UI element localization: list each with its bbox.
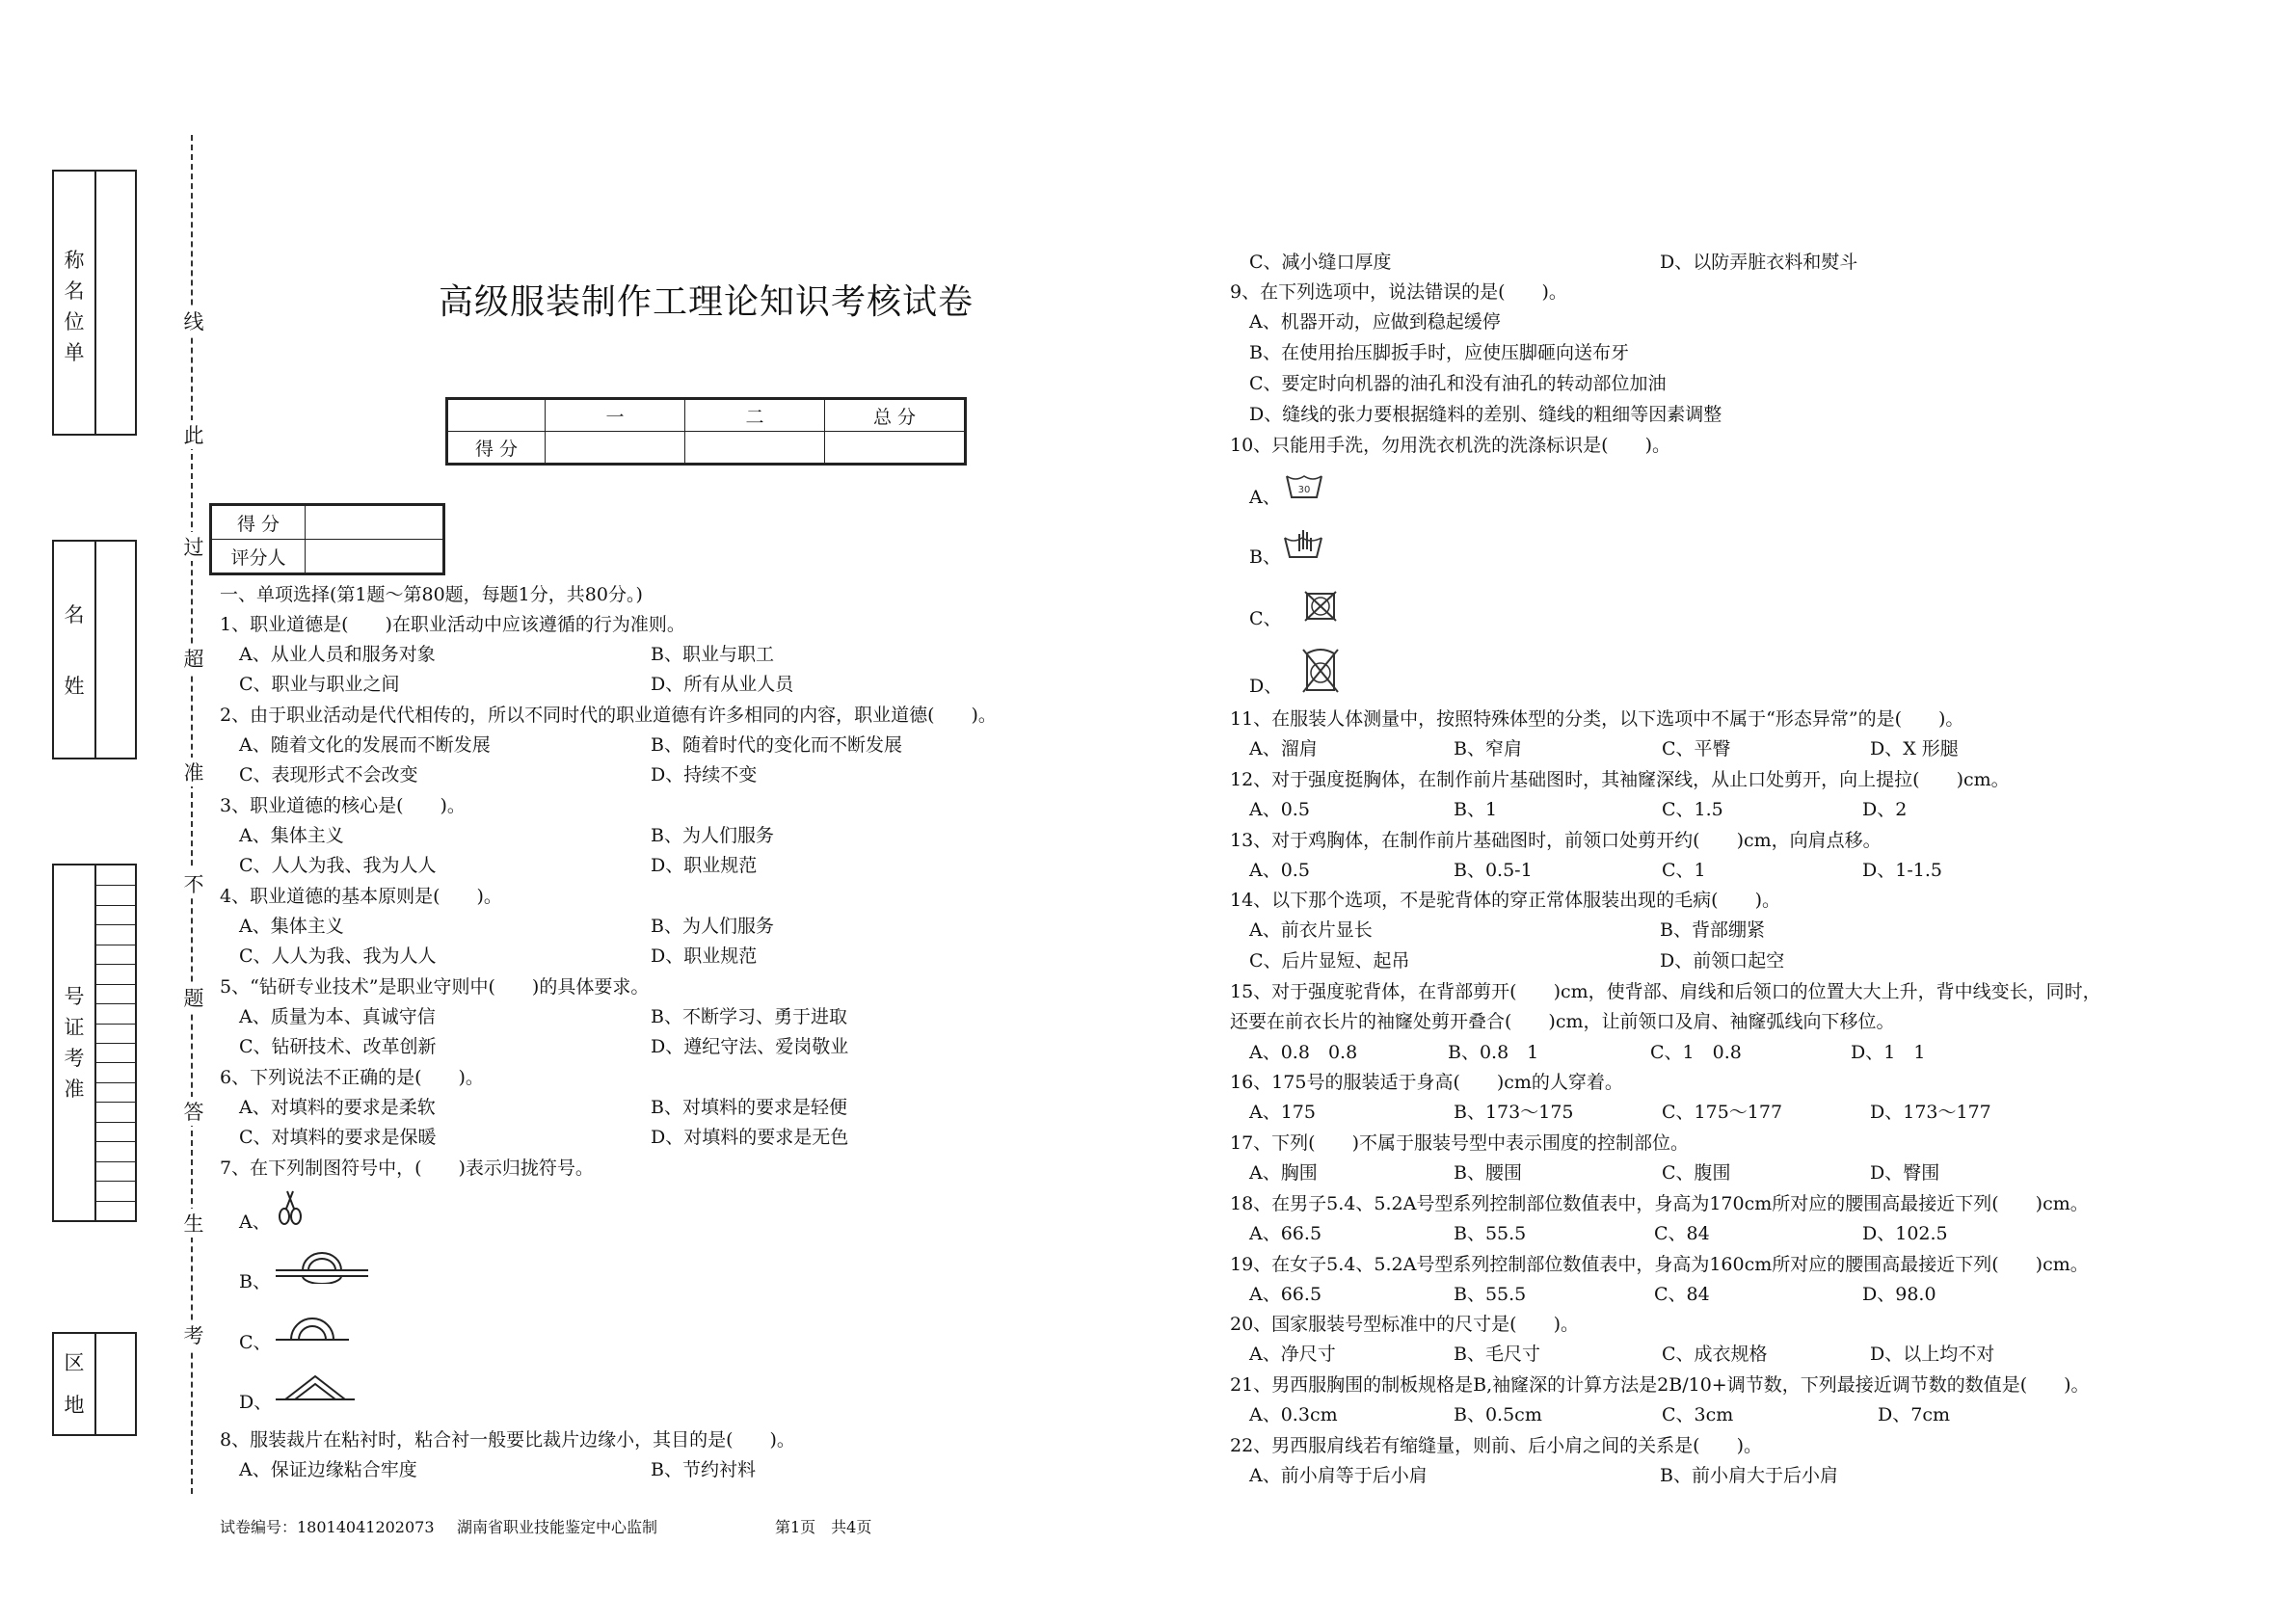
score-header: 一	[546, 399, 685, 432]
option: D、以上均不对	[1870, 1344, 1995, 1365]
id-grid-line	[96, 984, 135, 985]
option: D、	[1249, 676, 1283, 697]
cut-char: 此	[179, 420, 208, 449]
id-grid-line	[96, 924, 135, 925]
option: C、腹围	[1662, 1162, 1731, 1184]
option: D、173～177	[1870, 1102, 1991, 1123]
option: B、	[239, 1271, 271, 1292]
option: B、0.5-1	[1454, 860, 1533, 881]
score-row-label: 得 分	[447, 432, 546, 465]
grader-score-label: 得 分	[211, 505, 306, 540]
option: D、	[239, 1392, 273, 1413]
option: C、后片显短、起吊	[1249, 950, 1410, 972]
hand-wash-icon	[1282, 526, 1324, 561]
option: A、保证边缘粘合牢度	[239, 1459, 417, 1480]
question-9: 9、在下列选项中，说法错误的是( )。	[1230, 281, 1567, 303]
option: B、在使用抬压脚扳手时，应使压脚砸向送布牙	[1249, 342, 1629, 363]
option: C、1 0.8	[1650, 1042, 1742, 1063]
question-17: 17、下列( )不属于服装号型中表示围度的控制部位。	[1230, 1132, 1690, 1154]
option: C、平臀	[1662, 738, 1731, 759]
unit-box	[52, 170, 137, 436]
cut-char: 不	[179, 869, 208, 898]
question-15-cont: 还要在前衣长片的袖窿处剪开叠合( )cm，让前领口及肩、袖窿弧线向下移位。	[1230, 1011, 1895, 1032]
option: A、	[1249, 487, 1281, 508]
do-not-tumble-icon	[1301, 644, 1340, 694]
option: D、7cm	[1878, 1404, 1950, 1425]
option: A、随着文化的发展而不断发展	[239, 734, 491, 756]
option: A、溜肩	[1249, 738, 1318, 759]
option: B、55.5	[1454, 1284, 1527, 1305]
option: D、所有从业人员	[651, 674, 794, 695]
do-not-dryclean-icon	[1303, 590, 1338, 623]
option: C、1	[1662, 860, 1706, 881]
semicircle-arc-symbol-icon	[274, 1313, 351, 1344]
name-label-1: 名	[64, 603, 85, 626]
option: D、对填料的要求是无色	[651, 1127, 849, 1148]
option: B、为人们服务	[651, 916, 774, 937]
option: A、0.5	[1249, 799, 1310, 820]
option: B、55.5	[1454, 1223, 1527, 1244]
option: C、人人为我、我为人人	[239, 855, 437, 876]
question-12: 12、对于强度挺胸体，在制作前片基础图时，其袖窿深线，从止口处剪开，向上提拉( )cm。	[1230, 769, 2010, 790]
option: B、腰围	[1454, 1162, 1522, 1184]
question-14: 14、以下那个选项，不是驼背体的穿正常体服装出现的毛病( )。	[1230, 890, 1781, 911]
option: D、以防弄脏衣料和熨斗	[1660, 252, 1858, 273]
cut-dashed-line	[191, 135, 193, 1494]
grader-table	[209, 503, 445, 575]
option: B、背部绷紧	[1660, 919, 1765, 941]
score-header: 总 分	[825, 399, 966, 432]
question-18: 18、在男子5.4、5.2A号型系列控制部位数值表中，身高为170cm所对应的腰围高最接近下列( )cm。	[1230, 1193, 2089, 1214]
scissors-symbol-icon	[276, 1189, 305, 1228]
option: A、66.5	[1249, 1223, 1322, 1244]
score-cell[interactable]	[685, 432, 825, 465]
option: C、减小缝口厚度	[1249, 252, 1392, 273]
option: A、集体主义	[239, 916, 344, 937]
cut-char: 生	[179, 1209, 208, 1238]
id-grid-line	[96, 1043, 135, 1044]
id-grid-line	[96, 885, 135, 886]
svg-text:30: 30	[1297, 485, 1311, 495]
option: A、66.5	[1249, 1284, 1322, 1305]
option: A、从业人员和服务对象	[239, 644, 436, 665]
id-label: 号证考准	[64, 985, 85, 1101]
question-21: 21、男西服胸围的制板规格是B,袖窿深的计算方法是2B/10+调节数，下列最接近调节数的数值是( )。	[1230, 1374, 2090, 1396]
question-22: 22、男西服肩线若有缩缝量，则前、后小肩之间的关系是( )。	[1230, 1435, 1763, 1456]
option: A、集体主义	[239, 825, 344, 846]
option: B、173～175	[1454, 1102, 1574, 1123]
option: D、缝线的张力要根据缝料的差别、缝线的粗细等因素调整	[1249, 404, 1722, 425]
option: C、钻研技术、改革创新	[239, 1036, 437, 1057]
page-title: 高级服装制作工理论知识考核试卷	[439, 282, 974, 322]
option: C、1.5	[1662, 799, 1723, 820]
option: D、前领口起空	[1660, 950, 1785, 972]
option: D、X 形腿	[1870, 738, 1959, 759]
option: A、0.8 0.8	[1249, 1042, 1358, 1063]
wash-30-icon	[1284, 472, 1324, 501]
question-6: 6、下列说法不正确的是( )。	[220, 1067, 484, 1088]
id-grid-line	[96, 1122, 135, 1123]
score-table	[445, 397, 967, 466]
question-7: 7、在下列制图符号中，( )表示归拢符号。	[220, 1158, 594, 1179]
option: B、0.8 1	[1448, 1042, 1539, 1063]
section-heading: 一、单项选择(第1题～第80题，每题1分，共80分。)	[220, 584, 643, 605]
option: A、前衣片显长	[1249, 919, 1373, 941]
cut-char: 线	[179, 306, 208, 335]
question-20: 20、国家服装号型标准中的尺寸是( )。	[1230, 1314, 1580, 1335]
id-grid-line	[96, 1161, 135, 1162]
name-label-2: 姓	[64, 675, 85, 698]
option: C、84	[1654, 1223, 1710, 1244]
option: D、2	[1862, 799, 1908, 820]
id-grid-line	[96, 1141, 135, 1142]
option: A、175	[1249, 1102, 1316, 1123]
id-grid-line	[96, 905, 135, 906]
option: B、	[1249, 546, 1281, 568]
grader-score-cell[interactable]	[306, 505, 444, 540]
id-grid-line	[96, 1181, 135, 1182]
page-number: 第1页 共4页	[775, 1518, 872, 1536]
question-15: 15、对于强度驼背体，在背部剪开( )cm，使背部、肩线和后领口的位置大大上升，背中线变长，同时，	[1230, 981, 2101, 1002]
grader-name-cell[interactable]	[306, 540, 444, 574]
id-grid-line	[96, 1062, 135, 1063]
grader-name-label: 评分人	[211, 540, 306, 574]
area-label-2: 地	[64, 1394, 85, 1417]
id-grid-line	[96, 1024, 135, 1025]
question-13: 13、对于鸡胸体，在制作前片基础图时，前领口处剪开约( )cm，向肩点移。	[1230, 830, 1882, 851]
area-label-1: 区	[64, 1351, 85, 1374]
option: C、成衣规格	[1662, 1344, 1768, 1365]
option: D、102.5	[1862, 1223, 1948, 1244]
name-box	[52, 540, 137, 759]
option: C、84	[1654, 1284, 1710, 1305]
paper-number: 试卷编号：18014041202073	[220, 1518, 435, 1536]
option: A、质量为本、真诚守信	[239, 1006, 436, 1027]
option: C、要定时向机器的油孔和没有油孔的转动部位加油	[1249, 373, 1667, 394]
score-cell[interactable]	[825, 432, 966, 465]
option: A、0.5	[1249, 860, 1310, 881]
question-16: 16、175号的服装适于身高( )cm的人穿着。	[1230, 1072, 1623, 1093]
cut-char: 答	[179, 1097, 208, 1126]
supervisor: 湖南省职业技能鉴定中心监制	[457, 1518, 658, 1536]
question-3: 3、职业道德的核心是( )。	[220, 795, 466, 816]
option: B、职业与职工	[651, 644, 774, 665]
option: B、前小肩大于后小肩	[1660, 1465, 1838, 1486]
option: A、前小肩等于后小肩	[1249, 1465, 1428, 1486]
score-header: 二	[685, 399, 825, 432]
option: C、3cm	[1662, 1404, 1734, 1425]
option: B、随着时代的变化而不断发展	[651, 734, 902, 756]
option: B、窄肩	[1454, 738, 1522, 759]
option: D、98.0	[1862, 1284, 1936, 1305]
option: D、职业规范	[651, 945, 758, 967]
question-8: 8、服装裁片在粘衬时，粘合衬一般要比裁片边缘小，其目的是( )。	[220, 1429, 795, 1451]
unit-label: 称名位单	[64, 249, 85, 364]
option: A、胸围	[1249, 1162, 1318, 1184]
question-1: 1、职业道德是( )在职业活动中应该遵循的行为准则。	[220, 614, 685, 635]
option: B、0.5cm	[1454, 1404, 1542, 1425]
id-box	[52, 864, 137, 1222]
option: A、	[239, 1211, 271, 1233]
cut-char: 超	[179, 644, 208, 673]
option: D、职业规范	[651, 855, 758, 876]
cut-char: 题	[179, 983, 208, 1012]
id-grid-line	[96, 1201, 135, 1202]
option: C、人人为我、我为人人	[239, 945, 437, 967]
id-grid-line	[96, 964, 135, 965]
area-box	[52, 1332, 137, 1436]
option: B、对填料的要求是轻便	[651, 1097, 847, 1118]
option: A、0.3cm	[1249, 1404, 1338, 1425]
option: C、	[1249, 608, 1282, 629]
option: C、对填料的要求是保暖	[239, 1127, 437, 1148]
question-2: 2、由于职业活动是代代相传的，所以不同时代的职业道德有许多相同的内容，职业道德( )。	[220, 705, 997, 726]
option: B、1	[1454, 799, 1498, 820]
cut-char: 准	[179, 758, 208, 786]
option: A、净尺寸	[1249, 1344, 1336, 1365]
option: A、对填料的要求是柔软	[239, 1097, 436, 1118]
question-19: 19、在女子5.4、5.2A号型系列控制部位数值表中，身高为160cm所对应的腰围高最接近下列( )cm。	[1230, 1254, 2089, 1275]
score-cell[interactable]	[546, 432, 685, 465]
id-grid-line	[96, 1003, 135, 1004]
double-arc-line-symbol-icon	[274, 1251, 370, 1284]
question-5: 5、“钻研专业技术”是职业守则中( )的具体要求。	[220, 976, 650, 998]
option: D、臀围	[1870, 1162, 1940, 1184]
option: D、持续不变	[651, 764, 758, 785]
option: C、表现形式不会改变	[239, 764, 418, 785]
id-grid-line	[96, 1102, 135, 1103]
option: B、为人们服务	[651, 825, 774, 846]
option: D、1-1.5	[1862, 860, 1942, 881]
option: C、	[239, 1332, 272, 1353]
question-10: 10、只能用手洗，勿用洗衣机洗的洗涤标识是( )。	[1230, 435, 1671, 456]
option: A、机器开动，应做到稳起缓停	[1249, 311, 1501, 333]
cut-char: 考	[179, 1320, 208, 1349]
option: B、不断学习、勇于进取	[651, 1006, 847, 1027]
option: D、遵纪守法、爱岗敬业	[651, 1036, 849, 1057]
triangle-arc-symbol-icon	[274, 1371, 357, 1403]
option: D、1 1	[1851, 1042, 1926, 1063]
option: C、职业与职业之间	[239, 674, 400, 695]
cut-char: 过	[179, 532, 208, 561]
option: B、毛尺寸	[1454, 1344, 1540, 1365]
id-digit-grid	[96, 865, 135, 1220]
question-4: 4、职业道德的基本原则是( )。	[220, 886, 502, 907]
option: B、节约衬料	[651, 1459, 756, 1480]
id-grid-line	[96, 1082, 135, 1083]
question-11: 11、在服装人体测量中，按照特殊体型的分类，以下选项中不属于“形态异常”的是( )。	[1230, 708, 1964, 730]
option: C、175～177	[1662, 1102, 1783, 1123]
